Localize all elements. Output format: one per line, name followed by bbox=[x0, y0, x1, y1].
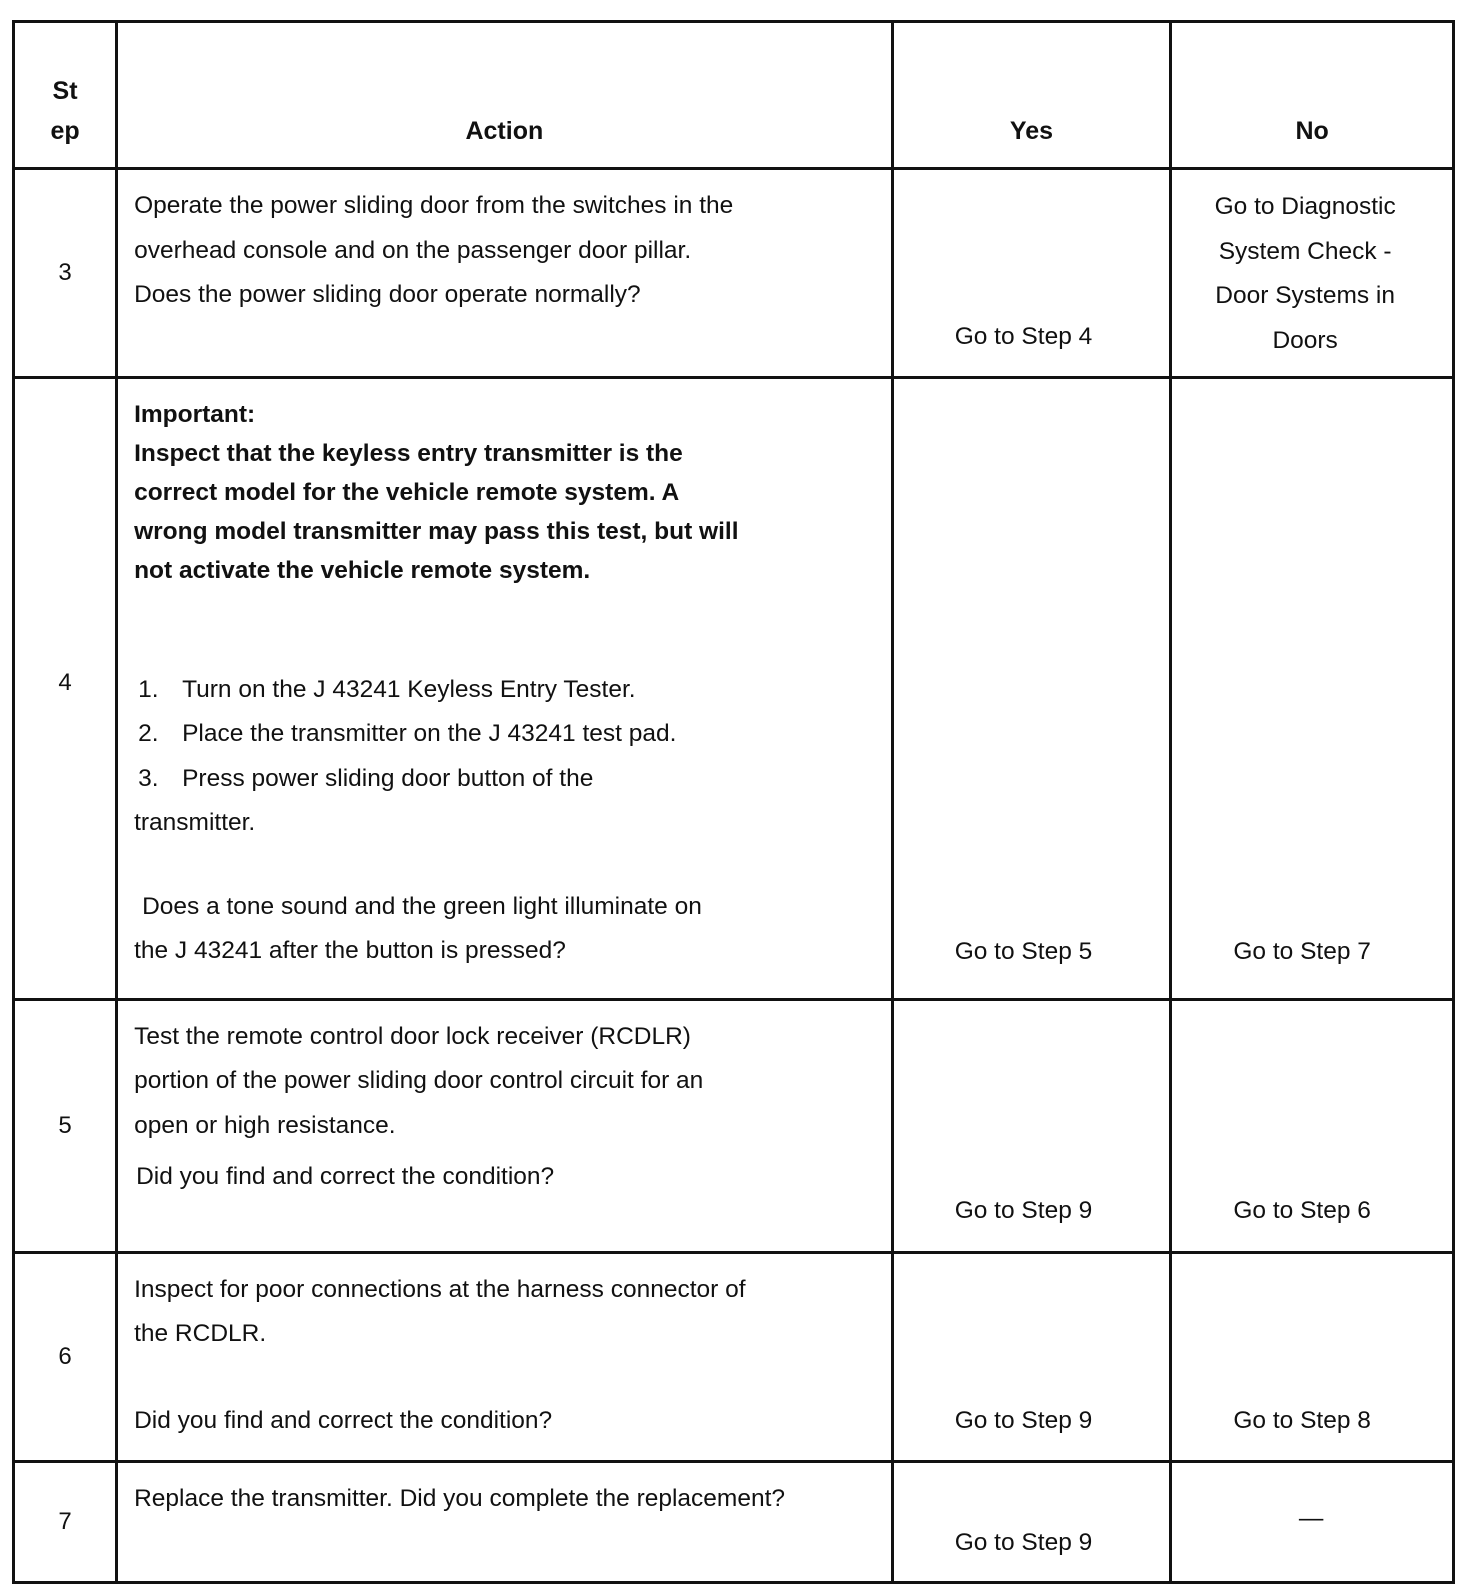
step-number: 5 bbox=[14, 999, 117, 1252]
header-step-line2: ep bbox=[50, 117, 80, 146]
header-yes: Yes bbox=[892, 22, 1171, 169]
no-result-line: Go to Diagnostic bbox=[1214, 193, 1396, 221]
question: Did you find and correct the condition? bbox=[136, 1162, 555, 1190]
step-number: 6 bbox=[14, 1252, 117, 1461]
no-cell bbox=[1171, 169, 1454, 377]
no-result-line: Door Systems in bbox=[1215, 282, 1395, 310]
header-row bbox=[14, 22, 1454, 169]
table-row bbox=[14, 1462, 1454, 1583]
action-cell bbox=[117, 1462, 893, 1583]
procedure-list bbox=[134, 668, 676, 802]
header-step-line1: St bbox=[52, 77, 78, 106]
no-result: Go to Step 7 bbox=[1233, 937, 1371, 965]
action-line: overhead console and on the passenger door pillar. bbox=[134, 236, 692, 264]
procedure-step: 1. Turn on the J 43241 Keyless Entry Tester. bbox=[138, 675, 636, 703]
no-result: — bbox=[1298, 1505, 1324, 1533]
no-result-line: System Check - bbox=[1218, 237, 1392, 265]
action-cell bbox=[117, 999, 893, 1252]
table-row bbox=[14, 169, 1454, 377]
action-cell bbox=[117, 169, 893, 377]
yes-result: Go to Step 5 bbox=[954, 937, 1093, 965]
diagnostic-table bbox=[12, 20, 1455, 1584]
question-line: Does a tone sound and the green light illuminate on bbox=[142, 892, 702, 920]
yes-result: Go to Step 9 bbox=[954, 1406, 1093, 1434]
header-no: No bbox=[1171, 22, 1454, 169]
yes-cell bbox=[892, 169, 1171, 377]
no-result: Go to Step 6 bbox=[1233, 1196, 1371, 1224]
action-line: Operate the power sliding door from the switches in the bbox=[134, 192, 734, 220]
yes-cell bbox=[892, 377, 1171, 999]
important-line: not activate the vehicle remote system. bbox=[134, 556, 591, 584]
no-cell bbox=[1171, 1462, 1454, 1583]
important-line: wrong model transmitter may pass this test, but will bbox=[134, 517, 739, 545]
table-row bbox=[14, 999, 1454, 1252]
header-action: Action bbox=[117, 22, 893, 169]
header-step bbox=[14, 22, 117, 169]
no-cell bbox=[1171, 1252, 1454, 1461]
table-row bbox=[14, 377, 1454, 999]
no-result-line: Doors bbox=[1272, 326, 1338, 354]
important-line: correct model for the vehicle remote system. A bbox=[134, 478, 680, 506]
yes-cell bbox=[892, 1462, 1171, 1583]
step-number: 7 bbox=[14, 1462, 117, 1583]
question: Did you find and correct the condition? bbox=[134, 1406, 553, 1434]
no-result: Go to Step 8 bbox=[1233, 1406, 1371, 1434]
no-cell bbox=[1171, 999, 1454, 1252]
yes-result: Go to Step 9 bbox=[954, 1529, 1093, 1557]
yes-result: Go to Step 4 bbox=[954, 323, 1093, 351]
action-text: Replace the transmitter. Did you complete the replacement? bbox=[134, 1485, 786, 1513]
yes-result: Go to Step 9 bbox=[954, 1196, 1093, 1224]
important-label: Important: bbox=[134, 400, 256, 428]
procedure-continuation: transmitter. bbox=[134, 809, 256, 836]
procedure-step: 3. Press power sliding door button of the bbox=[138, 764, 594, 792]
table-row bbox=[14, 1252, 1454, 1461]
no-cell bbox=[1171, 377, 1454, 999]
step-number: 3 bbox=[14, 169, 117, 377]
action-line: the RCDLR. bbox=[134, 1320, 267, 1348]
procedure-step: 2. Place the transmitter on the J 43241 test pad. bbox=[138, 720, 677, 747]
action-cell bbox=[117, 377, 893, 999]
action-line: Does the power sliding door operate normally? bbox=[134, 281, 641, 309]
question-line: the J 43241 after the button is pressed? bbox=[134, 937, 566, 964]
action-line: Inspect for poor connections at the harness connector of bbox=[134, 1275, 746, 1303]
yes-cell bbox=[892, 1252, 1171, 1461]
action-line: portion of the power sliding door control circuit for an bbox=[134, 1067, 704, 1095]
step-number: 4 bbox=[58, 668, 72, 696]
step-number-cell bbox=[14, 377, 117, 999]
action-line: Test the remote control door lock receiver (RCDLR) bbox=[134, 1022, 691, 1050]
important-line: Inspect that the keyless entry transmitter is the bbox=[134, 439, 683, 467]
action-line: open or high resistance. bbox=[134, 1111, 396, 1139]
action-cell bbox=[117, 1252, 893, 1461]
yes-cell bbox=[892, 999, 1171, 1252]
